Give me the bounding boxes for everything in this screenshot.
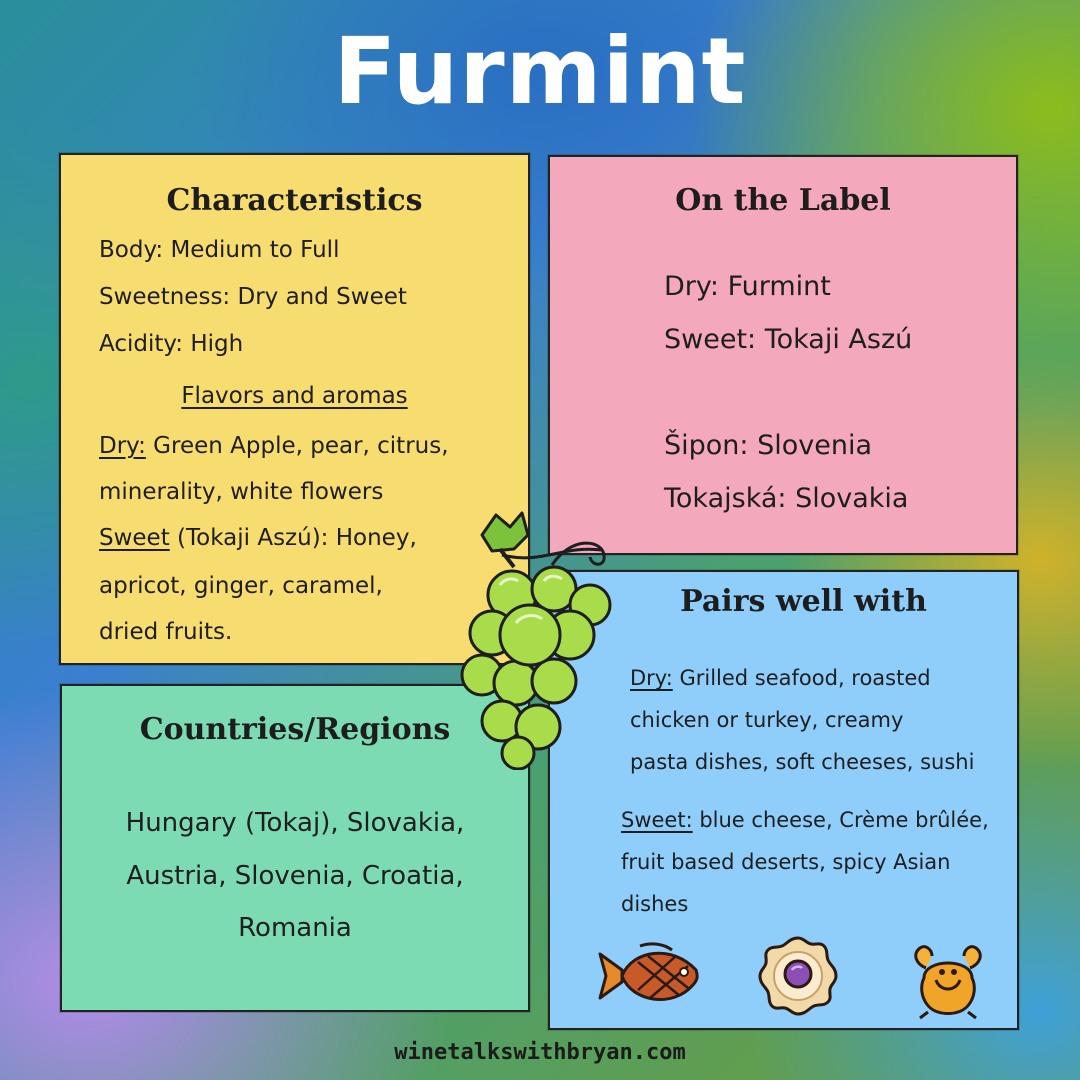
regions-line-1: Hungary (Tokaj), Slovakia, [125, 808, 465, 838]
sweet-flavors-text: (Tokaji Aszú): Honey, [169, 525, 417, 551]
fish-icon [592, 940, 702, 1012]
pairs-sweet-label: Sweet: [621, 808, 693, 832]
roast-chicken-icon [906, 938, 990, 1022]
label-sipon-line: Šipon: Slovenia [664, 430, 872, 461]
pairs-dry-line-2: chicken or turkey, creamy [630, 708, 904, 732]
acidity-line: Acidity: High [99, 331, 244, 357]
label-tokajska-line: Tokajská: Slovakia [664, 483, 909, 514]
regions-line-3: Romania [238, 913, 352, 943]
pairs-sweet-line-2: fruit based deserts, spicy Asian [621, 850, 951, 874]
pairs-sweet-line-3: dishes [621, 892, 689, 916]
label-sweet-line: Sweet: Tokaji Aszú [664, 324, 913, 355]
pairs-dry-line-3: pasta dishes, soft cheeses, sushi [630, 750, 975, 774]
pairs-sweet-text: blue cheese, Crème brûlée, [692, 808, 989, 832]
characteristics-heading: Characteristics [166, 183, 423, 218]
dry-flavors-line-2: minerality, white flowers [99, 479, 384, 505]
pairs-heading: Pairs well with [680, 584, 927, 619]
dry-flavors-line [99, 433, 449, 459]
sweet-flavors-line-3: dried fruits. [99, 619, 233, 645]
sweet-flavors-label: Sweet [99, 525, 170, 551]
countries-regions-heading: Countries/Regions [139, 712, 451, 747]
footer-website: winetalkswithbryan.com [394, 1040, 686, 1065]
dry-flavors-text: Green Apple, pear, citrus, [145, 433, 449, 459]
flavors-heading-text: Flavors and aromas [181, 383, 408, 409]
sweet-flavors-line [99, 525, 417, 551]
on-the-label-heading: On the Label [675, 183, 891, 218]
pairs-dry-label: Dry: [630, 666, 673, 690]
regions-line-2: Austria, Slovenia, Croatia, [126, 861, 464, 891]
sweet-flavors-line-2: apricot, ginger, caramel, [99, 573, 383, 599]
flavors-heading [61, 383, 528, 409]
pairs-dry-line [630, 666, 931, 690]
cookie-icon [756, 934, 840, 1018]
pairs-dry-text: Grilled seafood, roasted [672, 666, 931, 690]
body-line: Body: Medium to Full [99, 237, 340, 263]
label-dry-line: Dry: Furmint [664, 271, 831, 302]
on-the-label-panel [548, 155, 1018, 555]
dry-flavors-label: Dry: [99, 433, 146, 459]
sweetness-line: Sweetness: Dry and Sweet [99, 284, 407, 310]
pairs-sweet-line [621, 808, 989, 832]
grapes-icon [452, 505, 622, 770]
page-title: Furmint [333, 18, 747, 125]
